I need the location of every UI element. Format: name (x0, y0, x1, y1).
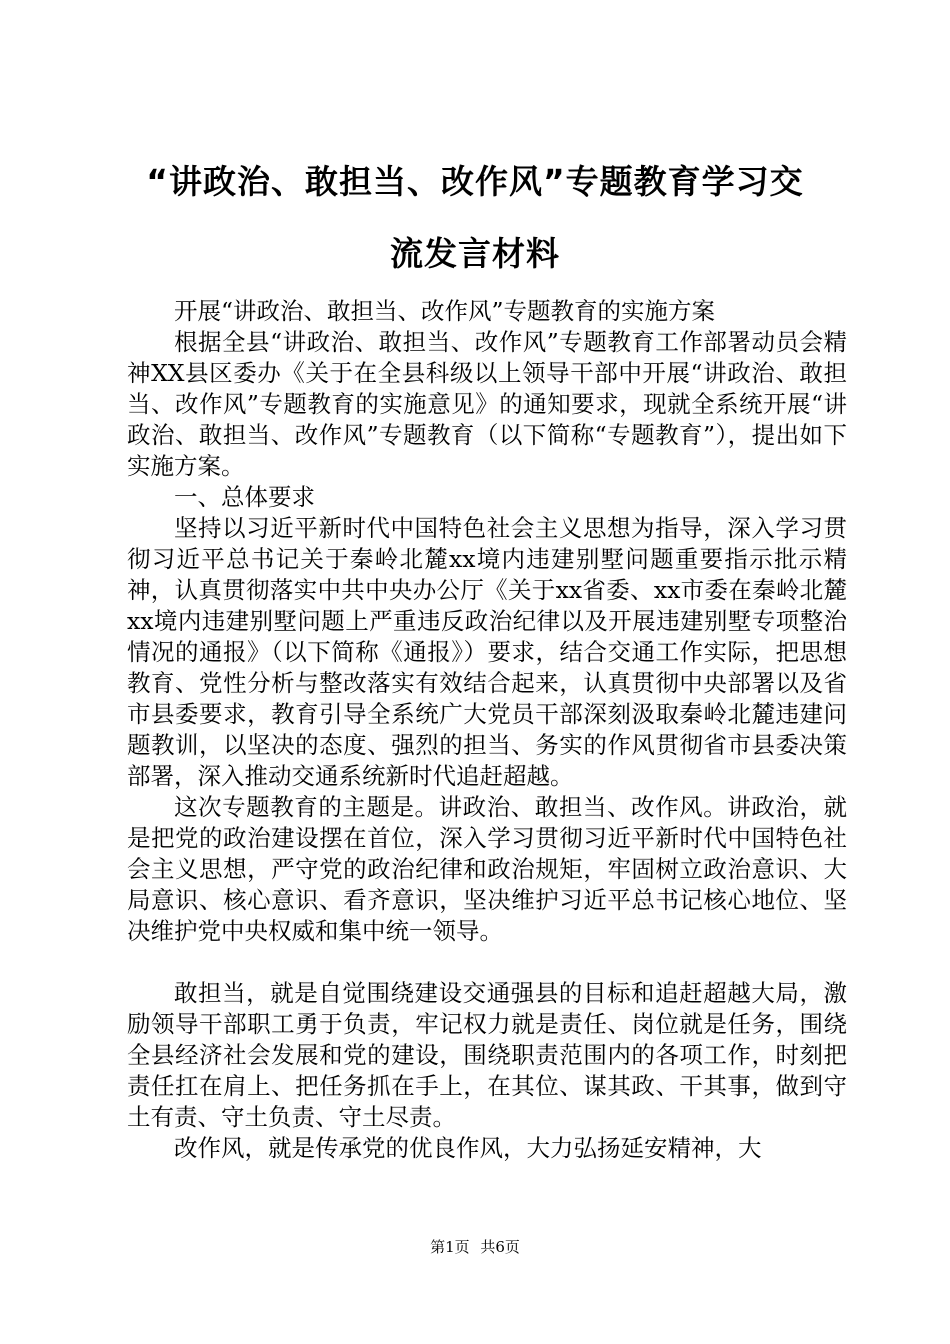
paragraph-dare-to-take-responsibility: 敢担当，就是自觉围绕建设交通强县的目标和追赶超越大局，激励领导干部职工勇于负责，牢记权力就是责任、岗位就是任务，围绕全县经济社会发展和党的建设，围绕职责范围内的各项工作，时刻把责任扛在肩上、把任务抓在手上，在其位、谋其政、干其事，做到守土有责、守土负责、守土尽责。 (127, 979, 847, 1131)
document-title (100, 146, 850, 290)
paragraph-guiding-principle: 坚持以习近平新时代中国特色社会主义思想为指导，深入学习贯彻习近平总书记关于秦岭北麓xx境内违建别墅问题重要指示批示精神，认真贯彻落实中共中央办公厅《关于xx省委、xx市委在秦岭北麓xx境内违建别墅问题上严重违反政治纪律以及开展违建别墅专项整治情况的通报》（以下简称《通报》）要求，结合交通工作实际，把思想教育、党性分析与整改落实有效结合起来，认真贯彻中央部署以及省市县委要求，教育引导全系统广大党员干部深刻汲取秦岭北麓违建问题教训，以坚决的态度、强烈的担当、务实的作风贯彻省市县委决策部署，深入推动交通系统新时代追赶超越。 (127, 514, 847, 790)
document-body (127, 296, 847, 1164)
paragraph-theme: 这次专题教育的主题是。讲政治、敢担当、改作风。讲政治，就是把党的政治建设摆在首位，深入学习贯彻习近平新时代中国特色社会主义思想，严守党的政治纪律和政治规矩，牢固树立政治意识、大局意识、核心意识、看齐意识，坚决维护习近平总书记核心地位、坚决维护党中央权威和集中统一领导。 (127, 793, 847, 945)
page-footer (0, 1237, 950, 1257)
page-number: 第1页 (430, 1238, 470, 1256)
paragraph-plan-title: 开展“讲政治、敢担当、改作风”专题教育的实施方案 (174, 297, 716, 325)
title-line-1: “讲政治、敢担当、改作风”专题教育学习交 (146, 162, 804, 201)
section-heading-general-requirements: 一、总体要求 (174, 483, 315, 511)
title-line-2: 流发言材料 (390, 234, 560, 273)
paragraph-reform-style: 改作风，就是传承党的优良作风，大力弘扬延安精神，大 (174, 1134, 762, 1162)
page-total: 共6页 (480, 1238, 520, 1256)
paragraph-intro: 根据全县“讲政治、敢担当、改作风”专题教育工作部署动员会精神XX县区委办《关于在全县科级以上领导干部中开展“讲政治、敢担当、改作风”专题教育的实施意见》的通知要求，现就全系统开展“讲政治、敢担当、改作风”专题教育（以下简称“专题教育”），提出如下实施方案。 (127, 328, 847, 480)
